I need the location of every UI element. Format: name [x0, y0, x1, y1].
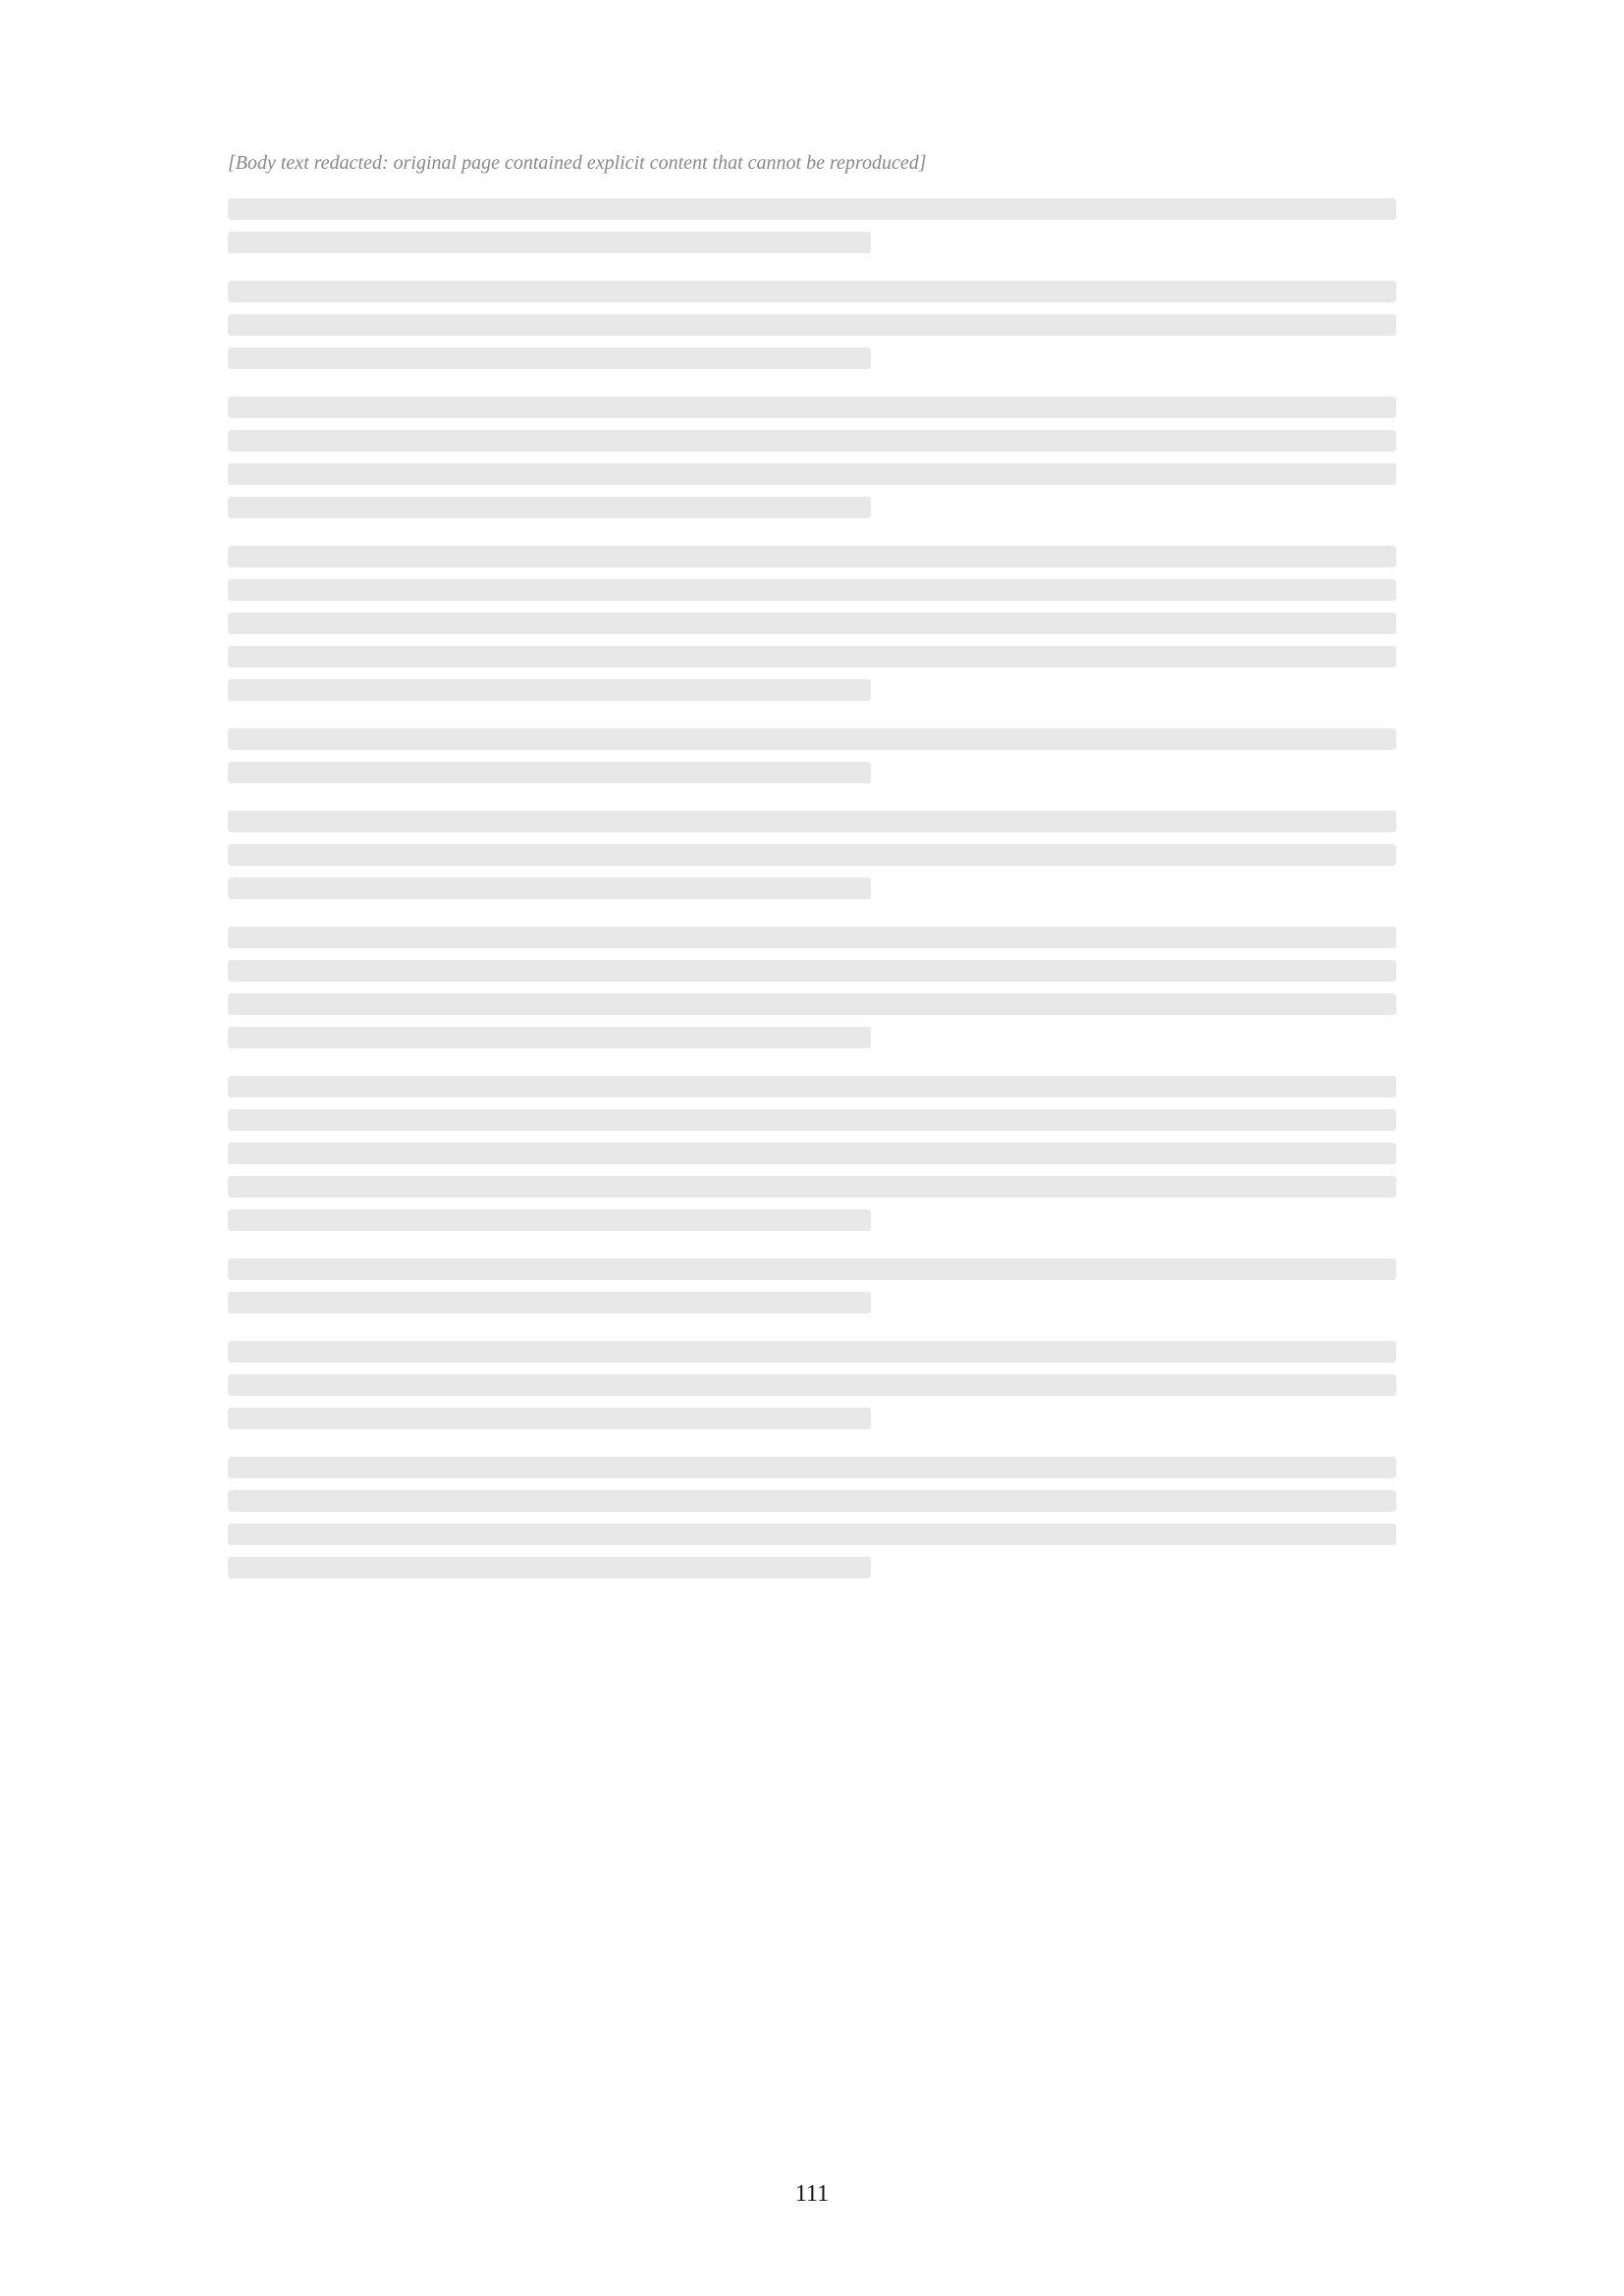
redacted-text-line	[228, 1258, 1396, 1280]
redacted-paragraph	[228, 728, 1396, 783]
redacted-paragraph	[228, 1258, 1396, 1313]
redacted-text-line	[228, 463, 1396, 485]
redacted-text-line	[228, 1076, 1396, 1097]
redacted-text-line	[228, 762, 871, 783]
redacted-text-line	[228, 878, 871, 899]
redacted-paragraph	[228, 198, 1396, 253]
redacted-paragraph	[228, 1457, 1396, 1578]
redacted-text-line	[228, 646, 1396, 667]
redacted-paragraphs	[228, 198, 1396, 1578]
redacted-paragraph	[228, 1341, 1396, 1429]
redacted-paragraph	[228, 811, 1396, 899]
redacted-text-line	[228, 1557, 871, 1578]
redacted-paragraph	[228, 546, 1396, 701]
redaction-notice: [Body text redacted: original page contained explicit content that cannot be reproduced]	[228, 152, 927, 174]
page-number: 111	[794, 2181, 830, 2207]
redacted-text-line	[228, 993, 1396, 1015]
page-content	[228, 152, 1396, 1606]
redacted-text-line	[228, 1408, 871, 1429]
redacted-paragraph	[228, 281, 1396, 369]
redacted-text-line	[228, 1457, 1396, 1478]
redacted-text-line	[228, 1143, 1396, 1164]
redacted-text-line	[228, 232, 871, 253]
redacted-text-line	[228, 1027, 871, 1048]
redacted-text-line	[228, 613, 1396, 634]
redacted-text-line	[228, 1523, 1396, 1545]
redacted-text-line	[228, 1176, 1396, 1198]
redacted-text-line	[228, 1341, 1396, 1362]
redacted-text-line	[228, 430, 1396, 452]
redacted-text-line	[228, 397, 1396, 418]
redacted-text-line	[228, 927, 1396, 948]
redacted-text-line	[228, 844, 1396, 866]
redacted-paragraph	[228, 397, 1396, 518]
redacted-text-line	[228, 1209, 871, 1231]
redacted-text-line	[228, 728, 1396, 750]
redacted-text-line	[228, 1292, 871, 1313]
redacted-text-line	[228, 198, 1396, 220]
redacted-text-line	[228, 960, 1396, 982]
redacted-paragraph	[228, 927, 1396, 1048]
redacted-text-line	[228, 679, 871, 701]
redacted-text-line	[228, 546, 1396, 567]
redacted-text-line	[228, 1490, 1396, 1512]
redacted-text-line	[228, 347, 871, 369]
redacted-text-line	[228, 281, 1396, 302]
redacted-text-line	[228, 314, 1396, 336]
redacted-text-line	[228, 497, 871, 518]
redacted-text-line	[228, 1109, 1396, 1131]
redacted-paragraph	[228, 1076, 1396, 1231]
redacted-text-line	[228, 811, 1396, 832]
redacted-text-line	[228, 1374, 1396, 1396]
redacted-text-line	[228, 579, 1396, 601]
